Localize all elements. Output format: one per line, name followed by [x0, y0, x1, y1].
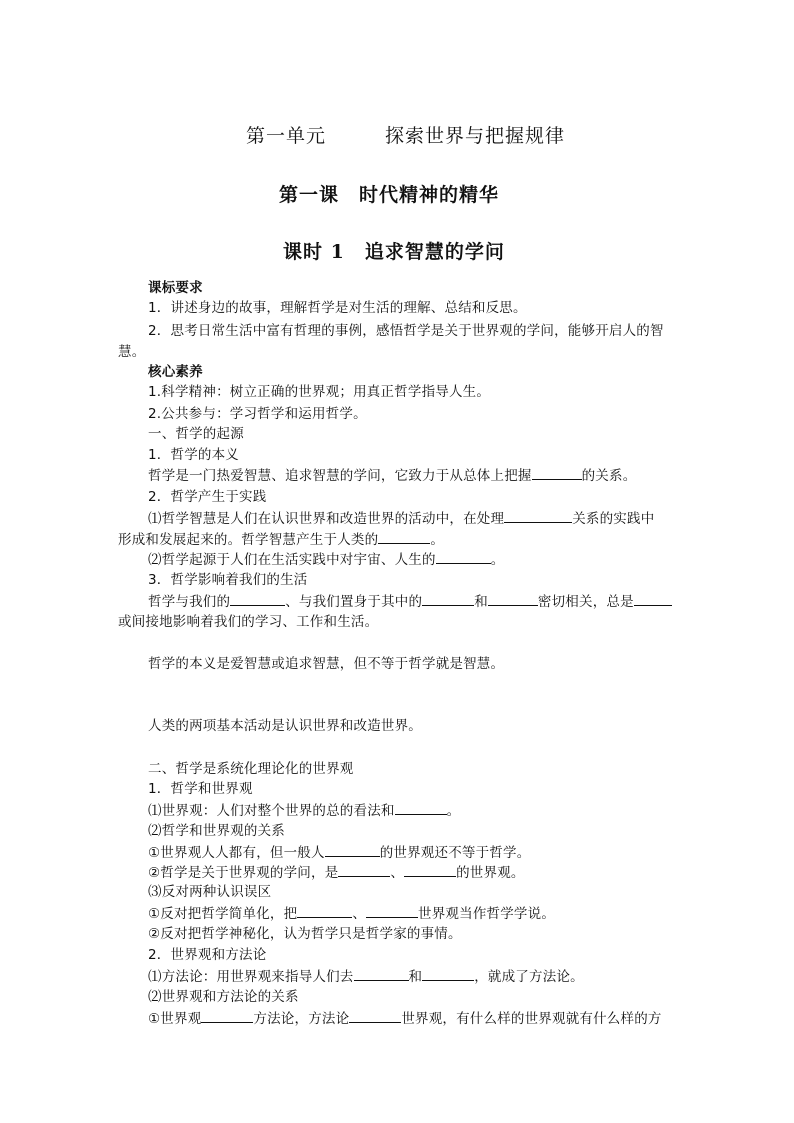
section2-sub2-item1: ⑴方法论：用世界观来指导人们去 和 ，就成了方法论。	[148, 966, 584, 987]
section2-clause-4: ②反对把哲学神秘化，认为哲学只是哲学家的事情。	[148, 926, 462, 942]
section1-sub2-item1-cont: 形成和发展起来的。哲学智慧产生于人类的 。	[118, 529, 444, 550]
fill-blank	[422, 966, 474, 981]
section1-sub3-title: 3．哲学影响着我们的生活	[148, 572, 308, 588]
fill-blank	[532, 465, 582, 480]
fill-blank	[422, 591, 474, 606]
section2-clause-3: ①反对把哲学简单化，把 、 世界观当作哲学学说。	[148, 903, 555, 924]
lesson-title: 第一课 时代精神的精华	[279, 184, 500, 206]
curriculum-item-2-cont: 慧。	[118, 344, 146, 360]
section2-sub1-item1: ⑴世界观：人们对整个世界的总的看法和 。	[148, 800, 460, 821]
section2-heading: 二、哲学是系统化理论化的世界观	[148, 761, 354, 777]
fill-blank	[488, 591, 538, 606]
section2-sub1-item2: ⑵哲学和世界观的关系	[148, 823, 285, 839]
section2-sub2-item2: ⑵世界观和方法论的关系	[148, 989, 299, 1005]
unit-subtitle: 探索世界与把握规律	[385, 125, 566, 147]
fill-blank	[349, 1008, 401, 1023]
section2-sub2-title: 2．世界观和方法论	[148, 947, 267, 963]
literacy-item-2: 2.公共参与：学习哲学和运用哲学。	[148, 406, 367, 422]
curriculum-item-1: 1．讲述身边的故事，理解哲学是对生活的理解、总结和反思。	[148, 300, 527, 316]
section1-sub3-line-cont: 或间接地影响着我们的学习、工作和生活。	[118, 614, 379, 630]
literacy-heading: 核心素养	[148, 364, 203, 380]
section2-sub1-title: 1．哲学和世界观	[148, 781, 253, 797]
fill-blank	[378, 529, 430, 544]
fill-blank	[354, 966, 409, 981]
section1-sub3-line: 哲学与我们的 、与我们置身于其中的 和 密切相关，总是	[148, 591, 672, 612]
section1-sub2-item1: ⑴哲学智慧是人们在认识世界和改造世界的活动中，在处理 关系的实践中	[148, 508, 654, 529]
section1-sub1-title: 1．哲学的本义	[148, 447, 239, 463]
literacy-item-1: 1.科学精神：树立正确的世界观；用真正哲学指导人生。	[148, 384, 491, 400]
section1-note-2: 人类的两项基本活动是认识世界和改造世界。	[148, 718, 422, 734]
section1-heading: 一、哲学的起源	[148, 426, 244, 442]
section1-sub1-line: 哲学是一门热爱智慧、追求智慧的学问，它致力于从总体上把握 的关系。	[148, 465, 636, 486]
curriculum-heading: 课标要求	[148, 280, 203, 296]
section2-clause-2: ②哲学是关于世界观的学问，是 、 的世界观。	[148, 862, 525, 883]
curriculum-item-2: 2．思考日常生活中富有哲理的事例，感悟哲学是关于世界观的学问，能够开启人的智	[148, 323, 664, 339]
fill-blank	[634, 591, 672, 606]
fill-blank	[338, 862, 390, 877]
fill-blank	[230, 591, 285, 606]
fill-blank	[504, 508, 572, 523]
section2-sub1-item3: ⑶反对两种认识误区	[148, 884, 272, 900]
section2-clause-5: ①世界观 方法论，方法论 世界观，有什么样的世界观就有什么样的方	[148, 1008, 662, 1029]
section1-sub2-title: 2．哲学产生于实践	[148, 489, 267, 505]
fill-blank	[201, 1008, 253, 1023]
fill-blank	[436, 549, 491, 564]
fill-blank	[395, 800, 447, 815]
fill-blank	[404, 862, 456, 877]
fill-blank	[297, 903, 352, 918]
period-title: 课时 1 追求智慧的学问	[283, 241, 505, 263]
section1-note-1: 哲学的本义是爱智慧或追求智慧，但不等于哲学就是智慧。	[148, 656, 505, 672]
section1-sub2-item2: ⑵哲学起源于人们在生活实践中对宇宙、人生的 。	[148, 549, 504, 570]
unit-title: 第一单元	[246, 125, 327, 147]
fill-blank	[366, 903, 418, 918]
section2-clause-1: ①世界观人人都有，但一般人 的世界观还不等于哲学。	[148, 842, 530, 863]
fill-blank	[325, 842, 380, 857]
